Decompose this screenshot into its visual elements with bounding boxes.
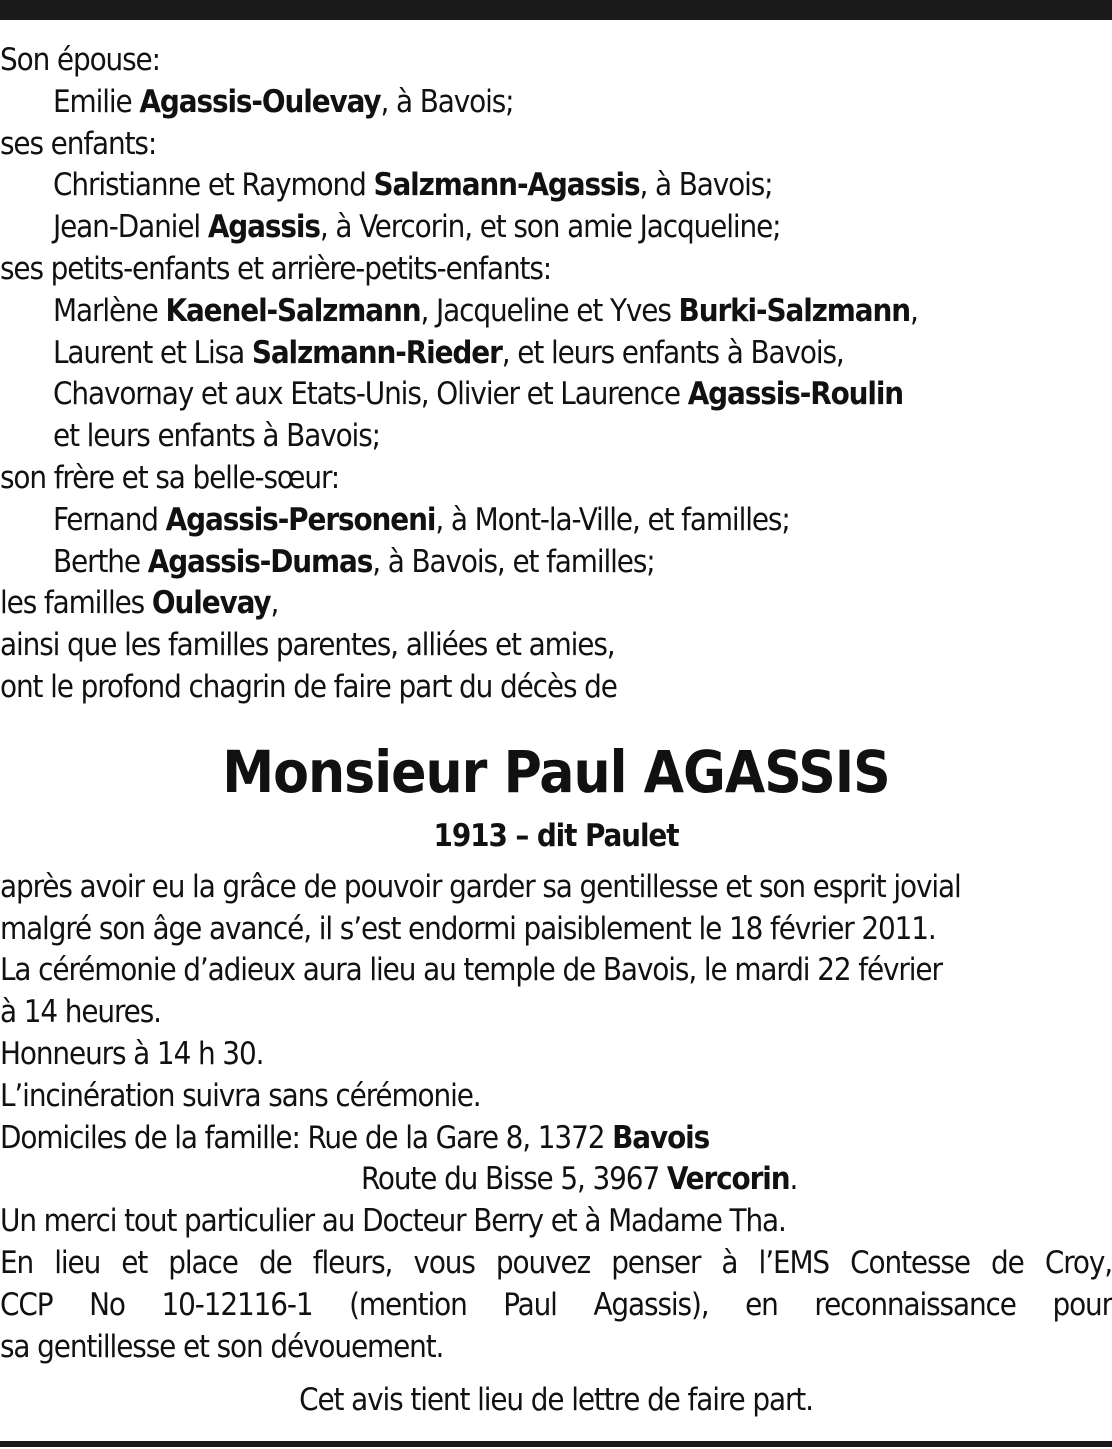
address-1: Rue de la Gare 8, 1372	[307, 1119, 605, 1156]
bottom-rule	[0, 1441, 1112, 1447]
families-text: les familles	[0, 585, 145, 622]
spouse-intro: Son épouse:	[0, 42, 160, 78]
closing-line: Cet avis tient lieu de lettre de faire part.	[299, 1382, 813, 1419]
child2-place: , à Vercorin, et son amie Jacqueline;	[319, 209, 781, 246]
children-intro: ses enfants:	[0, 125, 157, 162]
grandchildren-line-2	[0, 333, 1112, 375]
deceased-subtitle: 1913 – dit Paulet	[433, 817, 679, 854]
domicile-line-2	[0, 1159, 1112, 1201]
top-rule	[0, 0, 1112, 20]
gc3-first: Laurent et Lisa	[53, 334, 245, 371]
child-line-1	[0, 165, 1112, 207]
child1-last: Salzmann-Agassis	[373, 167, 640, 204]
child1-place: , à Bavois;	[639, 167, 773, 204]
child2-first: Jean-Daniel	[53, 209, 201, 246]
gc4-last: Agassis-Roulin	[687, 376, 904, 413]
sib2-first: Berthe	[53, 543, 140, 580]
address-1-city: Bavois	[612, 1119, 710, 1156]
gc2-first: , Jacqueline et Yves	[420, 292, 671, 329]
domicile-label: Domiciles de la famille:	[0, 1119, 300, 1156]
gc3-last: Salzmann-Rieder	[251, 334, 502, 371]
sibling-line-1	[0, 500, 1112, 542]
address-2-end: .	[789, 1161, 798, 1198]
grandchildren-intro: ses petits-enfants et arrière-petits-enfants:	[0, 250, 552, 287]
child2-last: Agassis	[207, 209, 320, 246]
announcement: ont le profond chagrin de faire part du décès de	[0, 668, 617, 705]
domicile-line-1	[0, 1118, 1112, 1160]
details-line-1: après avoir eu la grâce de pouvoir garder sa gentillesse et son esprit jovial	[0, 868, 961, 905]
sib1-place: , à Mont-la-Ville, et familles;	[435, 501, 790, 538]
sibling-line-2	[0, 542, 1112, 584]
grandchildren-line-4: et leurs enfants à Bavois;	[53, 418, 380, 455]
grandchildren-line-1	[0, 291, 1112, 333]
address-2: Route du Bisse 5, 3967	[361, 1161, 660, 1198]
allied-families: ainsi que les familles parentes, alliées et amies,	[0, 627, 615, 664]
gc4-text: Chavornay et aux Etats-Unis, Olivier et Laurence	[53, 376, 680, 413]
gc3-place: , et leurs enfants à Bavois,	[501, 334, 844, 371]
address-2-city: Vercorin	[666, 1161, 790, 1198]
gc1-last: Kaenel-Salzmann	[165, 292, 421, 329]
sib1-first: Fernand	[53, 501, 158, 538]
deceased-name: Monsieur Paul AGASSIS	[222, 737, 890, 806]
grandchildren-line-3	[0, 374, 1112, 416]
child1-first: Christianne et Raymond	[53, 167, 366, 204]
flowers-line-1: En lieu et place de fleurs, vous pouvez penser à l’EMS Contesse de Croy,	[0, 1244, 1112, 1281]
families-line	[0, 583, 1112, 625]
death-notice	[0, 40, 1112, 1422]
honours-line: Honneurs à 14 h 30.	[0, 1035, 264, 1072]
details-line-2: malgré son âge avancé, il s’est endormi paisiblement le 18 février 2011.	[0, 910, 936, 947]
sib2-last: Agassis-Dumas	[147, 543, 373, 580]
cremation-line: L’incinération suivra sans cérémonie.	[0, 1077, 481, 1114]
spouse-last-name: Agassis-Oulevay	[139, 83, 381, 120]
details-line-3: La cérémonie d’adieux aura lieu au temple de Bavois, le mardi 22 février	[0, 952, 942, 989]
spouse-place: , à Bavois;	[380, 83, 514, 120]
details-line-4: à 14 heures.	[0, 994, 161, 1031]
spouse-line	[0, 82, 1112, 124]
thanks-line: Un merci tout particulier au Docteur Berry et à Madame Tha.	[0, 1203, 786, 1240]
families-last: Oulevay	[151, 585, 271, 622]
gc2-last: Burki-Salzmann	[678, 292, 910, 329]
flowers-line-2: CCP No 10-12116-1 (mention Paul Agassis), en reconnaissance pour	[0, 1286, 1112, 1323]
sib2-place: , à Bavois, et familles;	[372, 543, 655, 580]
gc1-first: Marlène	[53, 292, 158, 329]
gc2-end: ,	[909, 292, 918, 329]
spouse-first-name: Emilie	[53, 83, 132, 120]
child-line-2	[0, 207, 1112, 249]
sibling-intro: son frère et sa belle-sœur:	[0, 459, 340, 496]
sib1-last: Agassis-Personeni	[165, 501, 436, 538]
flowers-line-3: sa gentillesse et son dévouement.	[0, 1328, 444, 1365]
families-end: ,	[270, 585, 279, 622]
